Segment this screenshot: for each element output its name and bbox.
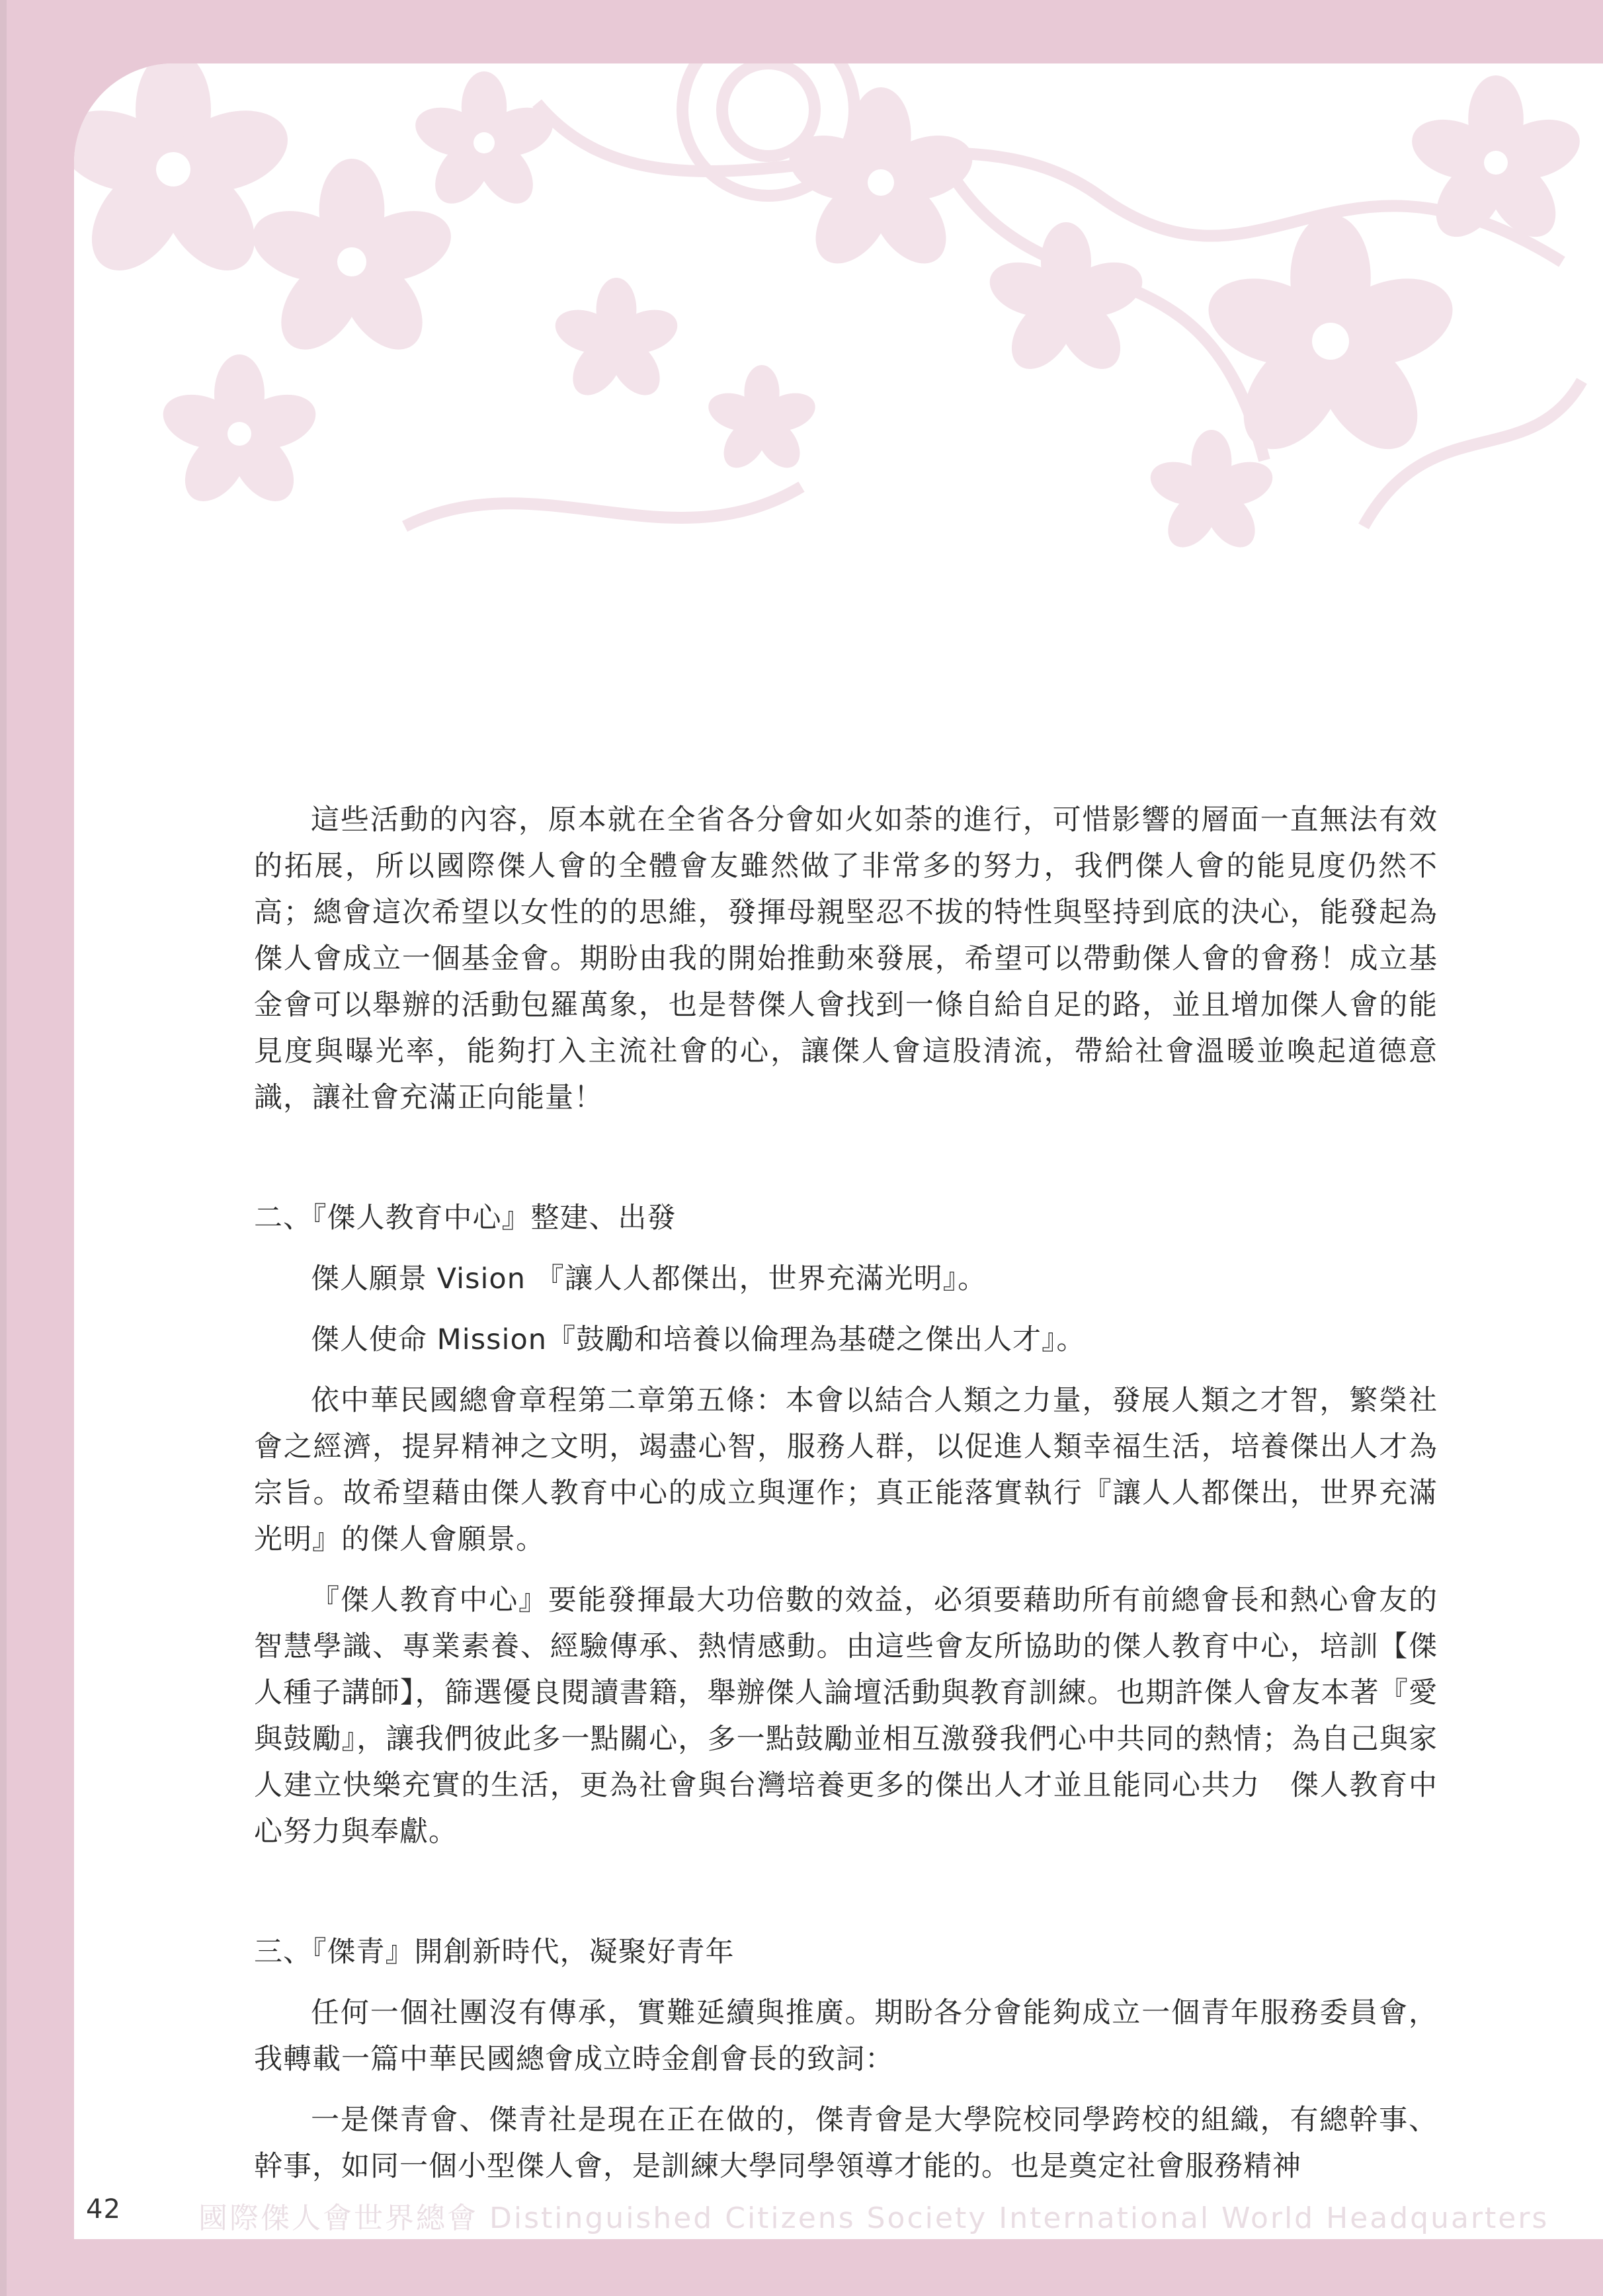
intro-paragraph: 這些活動的內容，原本就在全省各分會如火如荼的進行，可惜影響的層面一直無法有效的拓展，所以國際傑人會的全體會友雖然做了非常多的努力，我們傑人會的能見度仍然不高；總會這次希望以女性的的思維，發揮母親堅忍不拔的特性與堅持到底的決心，能發起為傑人會成立一個基金會。期盼由我的開始推動來發展，希望可以帶動傑人會的會務！成立基金會可以舉辦的活動包羅萬象，也是替傑人會找到一條自給自足的路，並且增加傑人會的能見度與曝光率，能夠打入主流社會的心，讓傑人會這股清流，帶給社會溫暖並喚起道德意識，讓社會充滿正向能量！ [254,803,1438,1114]
page-number: 42 [86,2194,121,2225]
youth-paragraph-2: 一是傑青會、傑青社是現在正在做的，傑青會是大學院校同學跨校的組織，有總幹事、幹事，如同一個小型傑人會，是訓練大學同學領導才能的。也是奠定社會服務精神 [254,2104,1438,2183]
mission-statement: 傑人使命 Mission『鼓勵和培養以倫理為基礎之傑出人才』。 [311,1323,1086,1356]
section-heading-education-center: 二、『傑人教育中心』整建、出發 [254,1202,677,1235]
education-center-paragraph: 『傑人教育中心』要能發揮最大功倍數的效益，必須要藉助所有前總會長和熱心會友的智慧學識、專業素養、經驗傳承、熱情感動。由這些會友所協助的傑人教育中心，培訓【傑人種子講師】，篩選優良閱讀書籍，舉辦傑人論壇活動與教育訓練。也期許傑人會友本著『愛與鼓勵』，讓我們彼此多一點關心，多一點鼓勵並相互激發我們心中共同的熱情；為自己與家人建立快樂充實的生活，更為社會與台灣培養更多的傑出人才並且能同心共力 傑人教育中心努力與奉獻。 [254,1584,1438,1848]
page-footer [0,2189,1603,2248]
section-heading-youth: 三、『傑青』開創新時代，凝聚好青年 [254,1936,735,1969]
footer-org-name: 國際傑人會世界總會 Distinguished Citizens Society International World Headquarters [198,2201,1549,2235]
article-body [254,797,1438,2190]
charter-paragraph: 依中華民國總會章程第二章第五條：本會以結合人類之力量，發展人類之才智，繁榮社會之經濟，提昇精神之文明，竭盡心智，服務人群，以促進人類幸福生活，培養傑出人才為宗旨。故希望藉由傑人教育中心的成立與運作；真正能落實執行『讓人人都傑出，世界充滿光明』的傑人會願景。 [254,1384,1438,1556]
scan-edge [0,0,7,2296]
floral-decoration [74,63,1603,659]
youth-paragraph-1: 任何一個社團沒有傳承，實難延續與推廣。期盼各分會能夠成立一個青年服務委員會，我轉載一篇中華民國總會成立時金創會長的致詞： [254,1996,1438,2076]
vision-statement: 傑人願景 Vision 『讓人人都傑出，世界充滿光明』。 [311,1262,987,1295]
